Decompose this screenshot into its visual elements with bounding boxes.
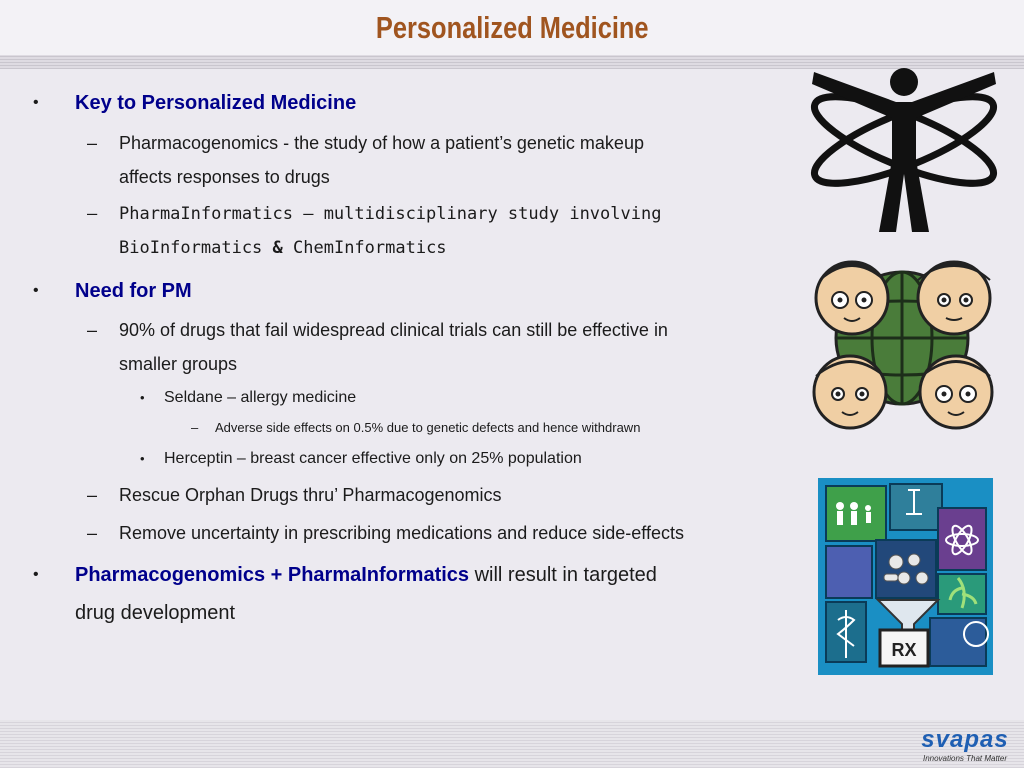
bullet-marker: • xyxy=(33,94,39,111)
sub-bullet-text: Remove uncertainty in prescribing medications and reduce side-effects xyxy=(119,523,684,543)
dash-marker: – xyxy=(87,485,98,505)
ampersand: & xyxy=(272,238,283,258)
dash-marker: – xyxy=(191,420,199,435)
sub-bullet-continuation xyxy=(119,167,330,188)
page-title: Personalized Medicine xyxy=(375,9,649,45)
dash-marker: – xyxy=(87,133,98,153)
medicine-collage-icon xyxy=(818,478,993,675)
bullet-need xyxy=(33,280,192,303)
company-logo xyxy=(910,728,1020,764)
sub-bullet-text: 90% of drugs that fail widespread clinical trials can still be effective in xyxy=(119,320,668,340)
bullet-key xyxy=(33,92,357,115)
sub-bullet-text: ChemInformatics xyxy=(282,238,447,258)
sub-bullet xyxy=(87,523,684,544)
title-bar xyxy=(0,0,1024,55)
bullet-heading: Key to Personalized Medicine xyxy=(75,92,357,114)
sub-bullet-text: affects responses to drugs xyxy=(119,167,330,187)
fourth-level-bullet xyxy=(191,420,641,435)
bullet-marker: • xyxy=(33,282,39,299)
bullet-heading: Need for PM xyxy=(75,280,192,302)
logo-tagline: Innovations That Matter xyxy=(922,754,1008,763)
logo-name: svapas xyxy=(921,726,1009,753)
bullet-continuation xyxy=(75,602,235,625)
dash-marker: – xyxy=(87,523,98,543)
sub-bullet-text: smaller groups xyxy=(119,354,238,374)
sub-bullet-text: Pharmacogenomics - the study of how a patient’s genetic makeup xyxy=(119,133,644,153)
third-level-text: Seldane – allergy medicine xyxy=(164,389,357,406)
sub-bullet xyxy=(87,204,662,224)
dot-marker: • xyxy=(140,451,145,466)
dash-marker: – xyxy=(87,204,98,224)
sub-bullet xyxy=(87,320,668,341)
bullet-heading: Pharmacogenomics + PharmaInformatics xyxy=(75,564,470,586)
dash-marker: – xyxy=(87,320,98,340)
bullet-text: will result in targeted xyxy=(469,564,657,586)
fourth-level-text: Adverse side effects on 0.5% due to genetic defects and hence withdrawn xyxy=(215,420,641,435)
bullet-text: drug development xyxy=(75,602,236,624)
bullet-conclusion xyxy=(33,564,657,587)
rx-label: RX xyxy=(891,640,917,660)
human-atom-icon xyxy=(804,62,1004,237)
bullet-marker: • xyxy=(33,566,39,583)
sub-bullet xyxy=(87,133,644,154)
third-level-text: Herceptin – breast cancer effective only on 25% population xyxy=(164,450,582,467)
sub-bullet-text: PharmaInformatics – multidisciplinary study involving xyxy=(119,204,662,224)
children-globe-icon xyxy=(806,236,998,436)
third-level-bullet xyxy=(140,389,357,407)
sub-bullet-text: Rescue Orphan Drugs thru’ Pharmacogenomics xyxy=(119,485,502,505)
sub-bullet xyxy=(87,485,502,506)
sub-bullet-text: BioInformatics xyxy=(119,238,273,258)
footer-divider xyxy=(0,720,1024,768)
sub-bullet-continuation xyxy=(119,238,447,258)
sub-bullet-continuation xyxy=(119,354,237,375)
third-level-bullet xyxy=(140,450,582,468)
dot-marker: • xyxy=(140,390,145,405)
